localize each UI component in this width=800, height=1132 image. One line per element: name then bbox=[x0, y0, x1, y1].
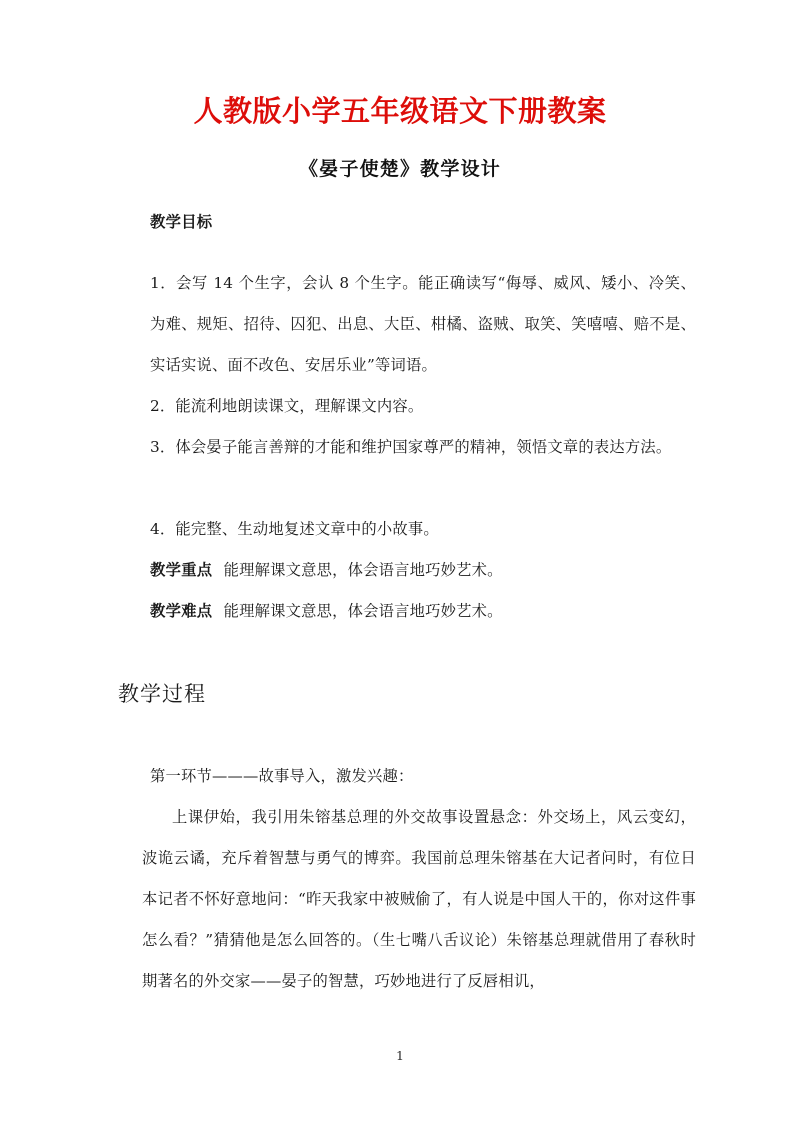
teaching-process-heading: 教学过程 bbox=[118, 681, 206, 706]
teaching-difficulty-text: 能理解课文意思，体会语言地巧妙艺术。 bbox=[223, 601, 503, 620]
spacer bbox=[0, 243, 800, 263]
spacer bbox=[0, 632, 800, 673]
document-body bbox=[0, 182, 800, 1002]
process-step-one-title: 第一环节———故事导入，激发兴趣： bbox=[150, 766, 414, 785]
objective-item-1: 1．会写 14 个生字，会认 8 个生字。能正确读写“侮辱、威风、矮小、冷笑、为难、规矩、招待、囚犯、出息、大臣、柑橘、盗贼、取笑、笑嘻嘻、赔不是、实话实说、面不改色、安居乐业”等词语。 bbox=[150, 273, 696, 374]
objective-item-3: 3．体会晏子能言善辩的才能和维护国家尊严的精神，领悟文章的表达方法。 bbox=[150, 437, 672, 456]
teaching-difficulty-row bbox=[0, 591, 800, 632]
teaching-objectives-heading: 教学目标 bbox=[150, 212, 213, 231]
spacer bbox=[0, 715, 800, 756]
page-title: 人教版小学五年级语文下册教案 bbox=[193, 94, 607, 128]
objective-item-2: 2．能流利地朗读课文，理解课文内容。 bbox=[150, 396, 424, 415]
teaching-focus-text: 能理解课文意思，体会语言地巧妙艺术。 bbox=[223, 560, 503, 579]
teaching-focus-row bbox=[0, 550, 800, 591]
process-step-one-body: 上课伊始，我引用朱镕基总理的外交故事设置悬念：外交场上，风云变幻，波诡云谲，充斥着智慧与勇气的博弈。我国前总理朱镕基在大记者问时，有位日本记者不怀好意地问：“昨天我家中被贼偷了，有人说是中国人干的，你对这件事怎么看？”猜猜他是怎么回答的。（生七嘴八舌议论）朱镕基总理就借用了春秋时期著名的外交家——晏子的智慧，巧妙地进行了反唇相讥， bbox=[142, 807, 696, 990]
teaching-difficulty-label: 教学难点 bbox=[150, 601, 213, 620]
objective-item-4: 4．能完整、生动地复述文章中的小故事。 bbox=[150, 519, 439, 538]
teaching-focus-label: 教学重点 bbox=[150, 560, 213, 579]
page-number: 1 bbox=[396, 1048, 404, 1063]
spacer bbox=[0, 468, 800, 509]
page-subtitle: 《晏子使楚》教学设计 bbox=[298, 158, 501, 181]
